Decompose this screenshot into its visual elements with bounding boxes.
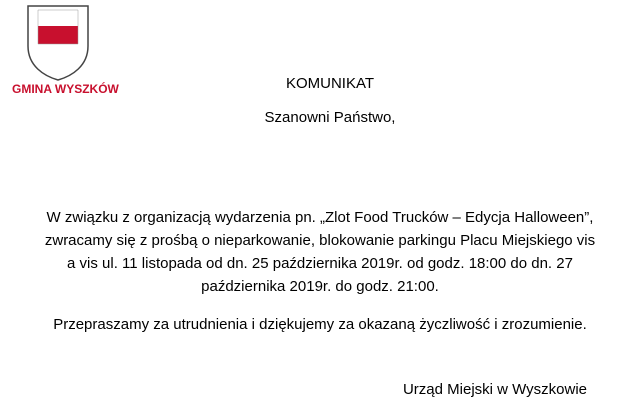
notice-body-line: W związku z organizacją wydarzenia pn. „Zlot Food Trucków – Edycja Halloween”, [46,209,594,226]
notice-apology: Przepraszamy za utrudnienia i dziękujemy za okazaną życzliwość i zrozumienie. [53,316,587,333]
notice-body [10,206,630,298]
coat-of-arms-shield-icon [24,2,92,82]
notice-signature: Urząd Miejski w Wyszkowie [402,381,588,398]
notice-heading: KOMUNIKAT [285,75,375,92]
gmina-logo [12,2,119,102]
notice-body-line: a vis ul. 11 listopada od dn. 25 października 2019r. od godz. 18:00 do dn. 27 [67,255,573,272]
logo-caption: GMINA WYSZKÓW [12,82,119,96]
notice-body-line: zwracamy się z prośbą o nieparkowanie, blokowanie parkingu Placu Miejskiego vis [44,232,596,249]
notice-greeting: Szanowni Państwo, [264,109,396,126]
notice-body-line: października 2019r. do godz. 21:00. [201,278,439,295]
